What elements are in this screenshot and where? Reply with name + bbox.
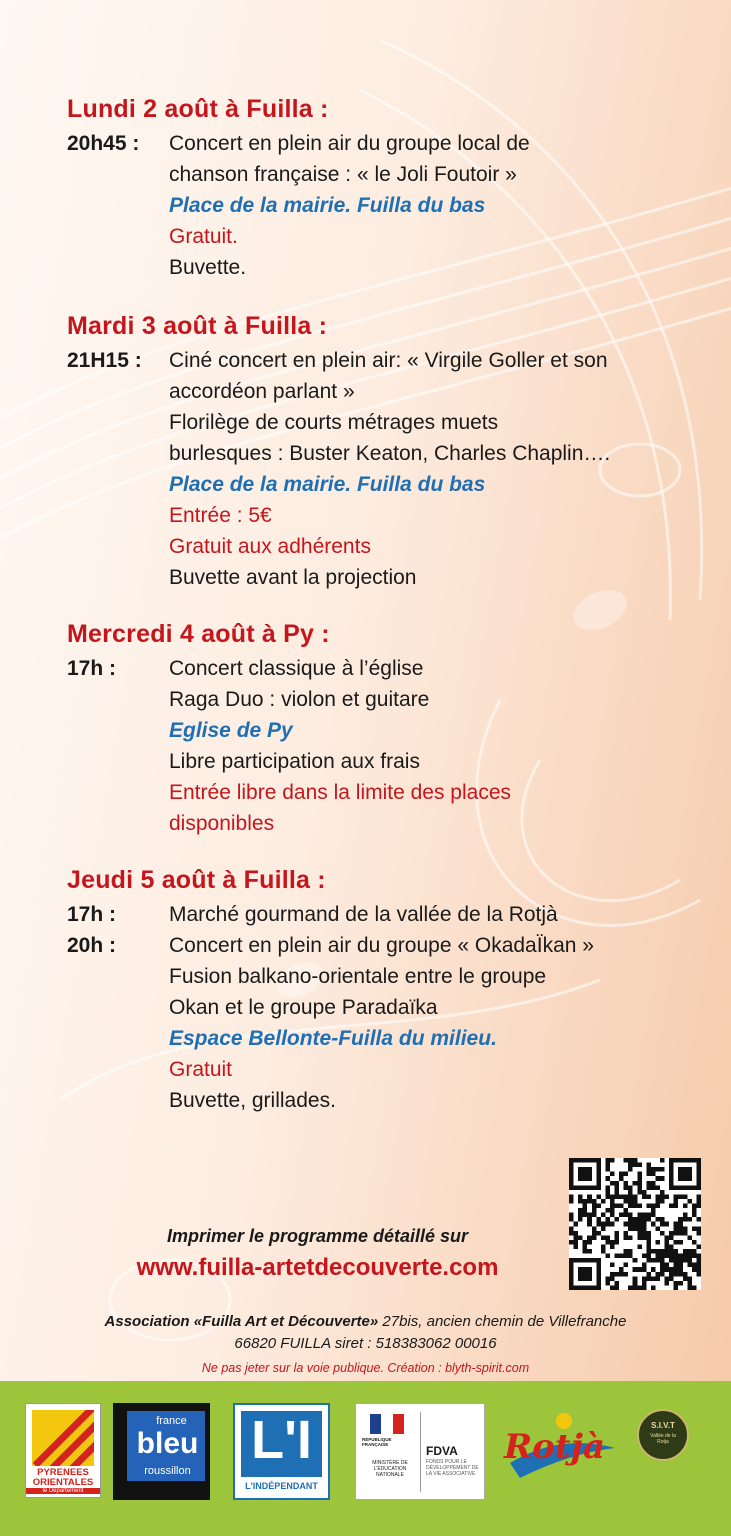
- association-city: 66820 FUILLA: [234, 1335, 331, 1352]
- logo-l-independant: [233, 1403, 330, 1500]
- day-heading: Mercredi 4 août à Py :: [67, 620, 330, 648]
- republique-label: RÉPUBLIQUE FRANÇAISE: [362, 1437, 392, 1447]
- rotja-label: Rotjà: [504, 1427, 605, 1467]
- event-time: 17h :: [67, 903, 117, 926]
- event-price-note: Gratuit.: [169, 225, 238, 248]
- event-description: Buvette, grillades.: [169, 1089, 336, 1112]
- event-description: Raga Duo : violon et guitare: [169, 688, 430, 711]
- event-description: Okan et le groupe Paradaïka: [169, 996, 438, 1019]
- event-details: [169, 128, 530, 283]
- sivt-sub-label: Vallée de la Rotja: [650, 1433, 676, 1445]
- event-location: Espace Bellonte-Fuilla du milieu.: [169, 1027, 497, 1050]
- roussillon-label: roussillon: [144, 1465, 191, 1477]
- fdva-label: FDVA: [426, 1444, 458, 1458]
- fdva-sub-label: FONDS POUR LE DÉVELOPPEMENT DE LA VIE ASSOCIATIVE: [426, 1459, 479, 1477]
- event-description: Concert en plein air du groupe local de: [169, 132, 530, 155]
- catalan-flag-icon: [32, 1410, 94, 1466]
- event-entry: [67, 128, 717, 283]
- event-location: Place de la mairie. Fuilla du bas: [169, 194, 486, 217]
- ministere-label: MINISTÈRE DE L'ÉDUCATION NATIONALE: [372, 1460, 408, 1478]
- event-details: [169, 899, 558, 930]
- event-details: [169, 930, 594, 1116]
- event-price-note: Entrée libre dans la limite des places: [169, 781, 512, 804]
- association-address: 27bis, ancien chemin de Villefranche: [378, 1313, 627, 1330]
- event-description: chanson française : « le Joli Foutoir »: [169, 163, 517, 186]
- association-name: Association «Fuilla Art et Découverte»: [104, 1313, 379, 1330]
- marianne-icon: [370, 1414, 404, 1434]
- event-entry: [67, 930, 717, 1116]
- sponsors-footer: [0, 1381, 731, 1536]
- event-description: Ciné concert en plein air: « Virgile Goller et son: [169, 349, 608, 372]
- logo-france-bleu: [113, 1403, 210, 1500]
- event-description: Buvette.: [169, 256, 247, 279]
- association-siret: siret : 518383062 00016: [330, 1335, 497, 1352]
- event-description: Marché gourmand de la vallée de la Rotjà: [169, 903, 558, 926]
- print-programme-label: Imprimer le programme détaillé sur: [166, 1226, 469, 1246]
- logo-rotja: [500, 1403, 620, 1493]
- event-price-note: Gratuit aux adhérents: [169, 535, 371, 558]
- logo-pyrenees-orientales: [25, 1403, 101, 1498]
- event-time: 21H15 :: [67, 349, 142, 372]
- pyrenees-sub-label: le Département: [26, 1488, 100, 1494]
- logo-sivt: [637, 1409, 689, 1461]
- independant-label: L'INDÉPENDANT: [245, 1481, 318, 1491]
- event-description: Concert en plein air du groupe « OkadaÏkan »: [169, 934, 594, 957]
- website-link[interactable]: www.fuilla-artetdecouverte.com: [136, 1254, 499, 1281]
- event-price-note: Entrée : 5€: [169, 504, 272, 527]
- event-time: 17h :: [67, 657, 117, 680]
- event-entry: [67, 899, 717, 930]
- event-price-note: disponibles: [169, 812, 275, 835]
- event-time: 20h45 :: [67, 132, 140, 155]
- independant-letters: L'I: [251, 1410, 312, 1470]
- event-location: Eglise de Py: [169, 719, 293, 742]
- event-description: burlesques : Buster Keaton, Charles Chaplin….: [169, 442, 611, 465]
- event-description: Libre participation aux frais: [169, 750, 420, 773]
- event-details: [169, 653, 511, 839]
- pyrenees-label: PYRENEES ORIENTALES: [32, 1467, 94, 1488]
- france-label: france: [156, 1415, 187, 1427]
- day-heading: Mardi 3 août à Fuilla :: [67, 312, 328, 340]
- qr-code: [566, 1158, 704, 1290]
- day-heading: Lundi 2 août à Fuilla :: [67, 95, 329, 123]
- event-details: [169, 345, 610, 593]
- event-description: Concert classique à l’église: [169, 657, 424, 680]
- event-description: Florilège de courts métrages muets: [169, 411, 499, 434]
- event-description: Buvette avant la projection: [169, 566, 417, 589]
- association-info: [0, 1311, 731, 1355]
- credit-line: Ne pas jeter sur la voie publique. Création : blyth-spirit.com: [201, 1361, 530, 1375]
- event-price-note: Gratuit: [169, 1058, 233, 1081]
- event-description: accordéon parlant »: [169, 380, 355, 403]
- logo-ministere-fdva: [355, 1403, 485, 1500]
- event-location: Place de la mairie. Fuilla du bas: [169, 473, 486, 496]
- sivt-label: S.I.V.T: [651, 1421, 675, 1430]
- event-entry: [67, 653, 717, 839]
- event-entry: [67, 345, 717, 593]
- bleu-label: bleu: [136, 1427, 199, 1460]
- event-time: 20h :: [67, 934, 117, 957]
- day-heading: Jeudi 5 août à Fuilla :: [67, 866, 326, 894]
- event-description: Fusion balkano-orientale entre le groupe: [169, 965, 547, 988]
